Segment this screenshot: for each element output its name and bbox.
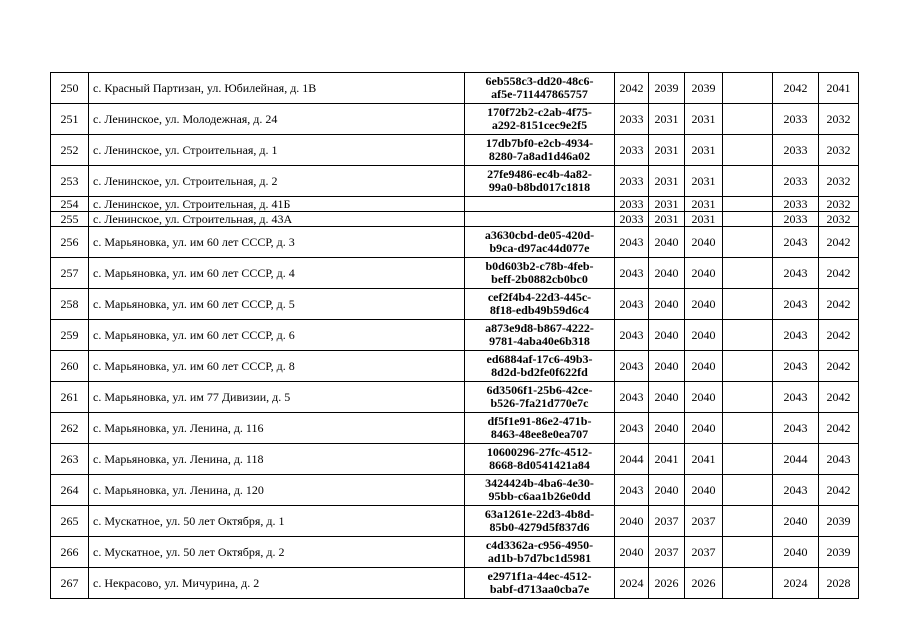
year-cell-y5: 2043 [773, 475, 819, 506]
table-row [51, 320, 859, 351]
address-cell: с. Марьяновка, ул. им 60 лет СССР, д. 4 [89, 258, 465, 289]
table-row [51, 537, 859, 568]
year-cell-y4 [723, 444, 773, 475]
guid-line-1: e2971f1a-44ec-4512- [487, 569, 592, 583]
year-cell-y4 [723, 413, 773, 444]
row-number-cell: 262 [51, 413, 89, 444]
year-cell-y4 [723, 135, 773, 166]
year-cell-y4 [723, 351, 773, 382]
guid-line-1: df5f1e91-86e2-471b- [487, 414, 592, 428]
guid-cell [465, 413, 615, 444]
year-cell-y6: 2028 [819, 568, 859, 599]
table-row [51, 73, 859, 104]
year-cell-y2: 2031 [649, 135, 685, 166]
row-number-cell: 263 [51, 444, 89, 475]
year-cell-y3: 2040 [685, 320, 723, 351]
guid-cell [465, 444, 615, 475]
year-cell-y6: 2042 [819, 258, 859, 289]
year-cell-y4 [723, 506, 773, 537]
year-cell-y1: 2043 [615, 320, 649, 351]
year-cell-y6: 2042 [819, 227, 859, 258]
row-number-cell: 257 [51, 258, 89, 289]
year-cell-y2: 2040 [649, 227, 685, 258]
table-row [51, 135, 859, 166]
row-number-cell: 252 [51, 135, 89, 166]
year-cell-y2: 2031 [649, 197, 685, 212]
year-cell-y2: 2039 [649, 73, 685, 104]
year-cell-y2: 2040 [649, 351, 685, 382]
guid-line-1: 63a1261e-22d3-4b8d- [484, 507, 595, 521]
housing-registry-table [50, 72, 859, 599]
guid-line-2: b526-7fa21d770e7c [490, 396, 589, 410]
table-row [51, 444, 859, 475]
year-cell-y4 [723, 537, 773, 568]
year-cell-y1: 2040 [615, 506, 649, 537]
year-cell-y6: 2039 [819, 506, 859, 537]
year-cell-y5: 2043 [773, 227, 819, 258]
year-cell-y1: 2042 [615, 73, 649, 104]
guid-line-2: 8463-48ee8e0ea707 [490, 427, 589, 441]
year-cell-y5: 2043 [773, 289, 819, 320]
row-number-cell: 266 [51, 537, 89, 568]
year-cell-y3: 2031 [685, 104, 723, 135]
guid-cell [465, 351, 615, 382]
year-cell-y6: 2042 [819, 289, 859, 320]
guid-cell [465, 166, 615, 197]
year-cell-y1: 2033 [615, 135, 649, 166]
year-cell-y6: 2042 [819, 382, 859, 413]
year-cell-y5: 2043 [773, 351, 819, 382]
year-cell-y3: 2031 [685, 135, 723, 166]
year-cell-y3: 2040 [685, 475, 723, 506]
year-cell-y3: 2040 [685, 227, 723, 258]
guid-line-2: ad1b-b7d7bc1d5981 [487, 551, 592, 565]
row-number-cell: 251 [51, 104, 89, 135]
table-row [51, 227, 859, 258]
year-cell-y3: 2037 [685, 537, 723, 568]
year-cell-y4 [723, 73, 773, 104]
guid-cell [465, 73, 615, 104]
year-cell-y6: 2042 [819, 413, 859, 444]
year-cell-y3: 2040 [685, 289, 723, 320]
year-cell-y6: 2039 [819, 537, 859, 568]
guid-cell [465, 258, 615, 289]
year-cell-y3: 2037 [685, 506, 723, 537]
table-row [51, 382, 859, 413]
year-cell-y4 [723, 320, 773, 351]
address-cell: с. Ленинское, ул. Строительная, д. 43А [89, 212, 465, 227]
row-number-cell: 256 [51, 227, 89, 258]
guid-cell [465, 197, 615, 212]
year-cell-y5: 2033 [773, 166, 819, 197]
guid-line-1: cef2f4b4-22d3-445c- [487, 290, 592, 304]
year-cell-y3: 2026 [685, 568, 723, 599]
year-cell-y1: 2043 [615, 258, 649, 289]
year-cell-y1: 2033 [615, 197, 649, 212]
year-cell-y2: 2037 [649, 537, 685, 568]
year-cell-y2: 2031 [649, 104, 685, 135]
address-cell: с. Некрасово, ул. Мичурина, д. 2 [89, 568, 465, 599]
year-cell-y3: 2040 [685, 258, 723, 289]
guid-line-2: beff-2b0882cb0bc0 [491, 272, 588, 286]
table-row [51, 568, 859, 599]
guid-line-2: 99a0-b8bd017c1818 [488, 180, 591, 194]
guid-line-2: 8280-7a8ad1d46a02 [488, 149, 591, 163]
table-row [51, 212, 859, 227]
address-cell: с. Марьяновка, ул. им 60 лет СССР, д. 8 [89, 351, 465, 382]
address-cell: с. Ленинское, ул. Строительная, д. 2 [89, 166, 465, 197]
address-cell: с. Марьяновка, ул. им 60 лет СССР, д. 5 [89, 289, 465, 320]
table-row [51, 289, 859, 320]
table-row [51, 475, 859, 506]
guid-line-1: b0d603b2-c78b-4feb- [485, 259, 594, 273]
address-cell: с. Марьяновка, ул. им 60 лет СССР, д. 6 [89, 320, 465, 351]
year-cell-y3: 2040 [685, 351, 723, 382]
guid-line-2: af5e-711447865757 [491, 87, 588, 101]
guid-line-2: 8668-8d0541421a84 [489, 458, 590, 472]
year-cell-y6: 2032 [819, 197, 859, 212]
guid-cell [465, 475, 615, 506]
row-number-cell: 264 [51, 475, 89, 506]
year-cell-y6: 2041 [819, 73, 859, 104]
year-cell-y5: 2033 [773, 212, 819, 227]
year-cell-y3: 2040 [685, 413, 723, 444]
year-cell-y2: 2040 [649, 258, 685, 289]
year-cell-y6: 2032 [819, 166, 859, 197]
table-row [51, 351, 859, 382]
table-row [51, 506, 859, 537]
year-cell-y1: 2043 [615, 475, 649, 506]
address-cell: с. Красный Партизан, ул. Юбилейная, д. 1В [89, 73, 465, 104]
address-cell: с. Марьяновка, ул. им 60 лет СССР, д. 3 [89, 227, 465, 258]
year-cell-y2: 2041 [649, 444, 685, 475]
year-cell-y1: 2044 [615, 444, 649, 475]
year-cell-y3: 2039 [685, 73, 723, 104]
guid-cell [465, 227, 615, 258]
guid-line-1: c4d3362a-c956-4950- [485, 538, 594, 552]
year-cell-y1: 2033 [615, 166, 649, 197]
guid-line-1: a873e9d8-b867-4222- [485, 321, 594, 335]
year-cell-y1: 2040 [615, 537, 649, 568]
year-cell-y6: 2042 [819, 475, 859, 506]
year-cell-y3: 2031 [685, 212, 723, 227]
year-cell-y2: 2040 [649, 475, 685, 506]
year-cell-y5: 2033 [773, 135, 819, 166]
table-row [51, 258, 859, 289]
row-number-cell: 255 [51, 212, 89, 227]
year-cell-y5: 2043 [773, 258, 819, 289]
guid-line-2: a292-8151cec9e2f5 [491, 118, 588, 132]
year-cell-y5: 2043 [773, 320, 819, 351]
address-cell: с. Ленинское, ул. Строительная, д. 1 [89, 135, 465, 166]
year-cell-y1: 2033 [615, 212, 649, 227]
year-cell-y6: 2032 [819, 135, 859, 166]
year-cell-y5: 2042 [773, 73, 819, 104]
address-cell: с. Мускатное, ул. 50 лет Октября, д. 1 [89, 506, 465, 537]
year-cell-y4 [723, 382, 773, 413]
guid-line-2: 85b0-4279d5f837d6 [489, 520, 590, 534]
guid-line-1: ed6884af-17c6-49b3- [486, 352, 593, 366]
row-number-cell: 267 [51, 568, 89, 599]
guid-line-2: 8d2d-bd2fe0f622fd [491, 365, 588, 379]
year-cell-y2: 2026 [649, 568, 685, 599]
year-cell-y5: 2043 [773, 413, 819, 444]
guid-line-2: 9781-4aba40e6b318 [489, 334, 590, 348]
guid-cell [465, 537, 615, 568]
year-cell-y4 [723, 289, 773, 320]
address-cell: с. Ленинское, ул. Строительная, д. 41Б [89, 197, 465, 212]
row-number-cell: 261 [51, 382, 89, 413]
year-cell-y4 [723, 568, 773, 599]
year-cell-y1: 2043 [615, 227, 649, 258]
year-cell-y5: 2024 [773, 568, 819, 599]
year-cell-y1: 2043 [615, 289, 649, 320]
year-cell-y6: 2032 [819, 104, 859, 135]
address-cell: с. Мускатное, ул. 50 лет Октября, д. 2 [89, 537, 465, 568]
year-cell-y6: 2043 [819, 444, 859, 475]
year-cell-y6: 2042 [819, 351, 859, 382]
year-cell-y1: 2033 [615, 104, 649, 135]
year-cell-y4 [723, 475, 773, 506]
guid-cell [465, 135, 615, 166]
address-cell: с. Марьяновка, ул. им 77 Дивизии, д. 5 [89, 382, 465, 413]
year-cell-y5: 2044 [773, 444, 819, 475]
year-cell-y5: 2040 [773, 506, 819, 537]
row-number-cell: 260 [51, 351, 89, 382]
guid-line-2: b9ca-d97ac44d077e [489, 241, 590, 255]
year-cell-y4 [723, 197, 773, 212]
guid-line-1: 27fe9486-ec4b-4a82- [487, 167, 592, 181]
row-number-cell: 258 [51, 289, 89, 320]
year-cell-y4 [723, 212, 773, 227]
year-cell-y3: 2041 [685, 444, 723, 475]
guid-cell [465, 568, 615, 599]
row-number-cell: 253 [51, 166, 89, 197]
year-cell-y2: 2037 [649, 506, 685, 537]
guid-line-1: a3630cbd-de05-420d- [484, 228, 595, 242]
year-cell-y5: 2040 [773, 537, 819, 568]
address-cell: с. Марьяновка, ул. Ленина, д. 118 [89, 444, 465, 475]
year-cell-y2: 2040 [649, 413, 685, 444]
table-row [51, 413, 859, 444]
year-cell-y4 [723, 104, 773, 135]
address-cell: с. Марьяновка, ул. Ленина, д. 116 [89, 413, 465, 444]
year-cell-y5: 2033 [773, 197, 819, 212]
guid-line-1: 10600296-27fc-4512- [486, 445, 593, 459]
guid-cell [465, 289, 615, 320]
guid-line-1: 3424424b-4ba6-4e30- [485, 476, 594, 490]
year-cell-y2: 2040 [649, 320, 685, 351]
year-cell-y6: 2032 [819, 212, 859, 227]
guid-cell [465, 212, 615, 227]
address-cell: с. Ленинское, ул. Молодежная, д. 24 [89, 104, 465, 135]
row-number-cell: 250 [51, 73, 89, 104]
year-cell-y5: 2043 [773, 382, 819, 413]
year-cell-y1: 2043 [615, 382, 649, 413]
year-cell-y3: 2031 [685, 166, 723, 197]
year-cell-y2: 2031 [649, 212, 685, 227]
guid-line-1: 17db7bf0-e2cb-4934- [485, 136, 594, 150]
table-row [51, 166, 859, 197]
guid-cell [465, 320, 615, 351]
year-cell-y2: 2040 [649, 289, 685, 320]
year-cell-y3: 2040 [685, 382, 723, 413]
address-cell: с. Марьяновка, ул. Ленина, д. 120 [89, 475, 465, 506]
row-number-cell: 265 [51, 506, 89, 537]
year-cell-y1: 2024 [615, 568, 649, 599]
row-number-cell: 259 [51, 320, 89, 351]
row-number-cell: 254 [51, 197, 89, 212]
year-cell-y6: 2042 [819, 320, 859, 351]
guid-line-1: 6eb558c3-dd20-48c6- [485, 74, 594, 88]
registry-body [51, 73, 859, 599]
guid-cell [465, 506, 615, 537]
year-cell-y1: 2043 [615, 413, 649, 444]
year-cell-y5: 2033 [773, 104, 819, 135]
year-cell-y1: 2043 [615, 351, 649, 382]
table-row [51, 104, 859, 135]
year-cell-y3: 2031 [685, 197, 723, 212]
guid-line-2: babf-d713aa0cba7e [489, 582, 590, 596]
year-cell-y4 [723, 258, 773, 289]
guid-line-1: 170f72b2-c2ab-4f75- [487, 105, 592, 119]
guid-cell [465, 382, 615, 413]
table-row [51, 197, 859, 212]
year-cell-y2: 2040 [649, 382, 685, 413]
year-cell-y4 [723, 166, 773, 197]
year-cell-y2: 2031 [649, 166, 685, 197]
guid-line-2: 95bb-c6aa1b26e0dd [488, 489, 591, 503]
guid-line-2: 8f18-edb49b59d6c4 [489, 303, 590, 317]
guid-cell [465, 104, 615, 135]
guid-line-1: 6d3506f1-25b6-42ce- [486, 383, 593, 397]
year-cell-y4 [723, 227, 773, 258]
